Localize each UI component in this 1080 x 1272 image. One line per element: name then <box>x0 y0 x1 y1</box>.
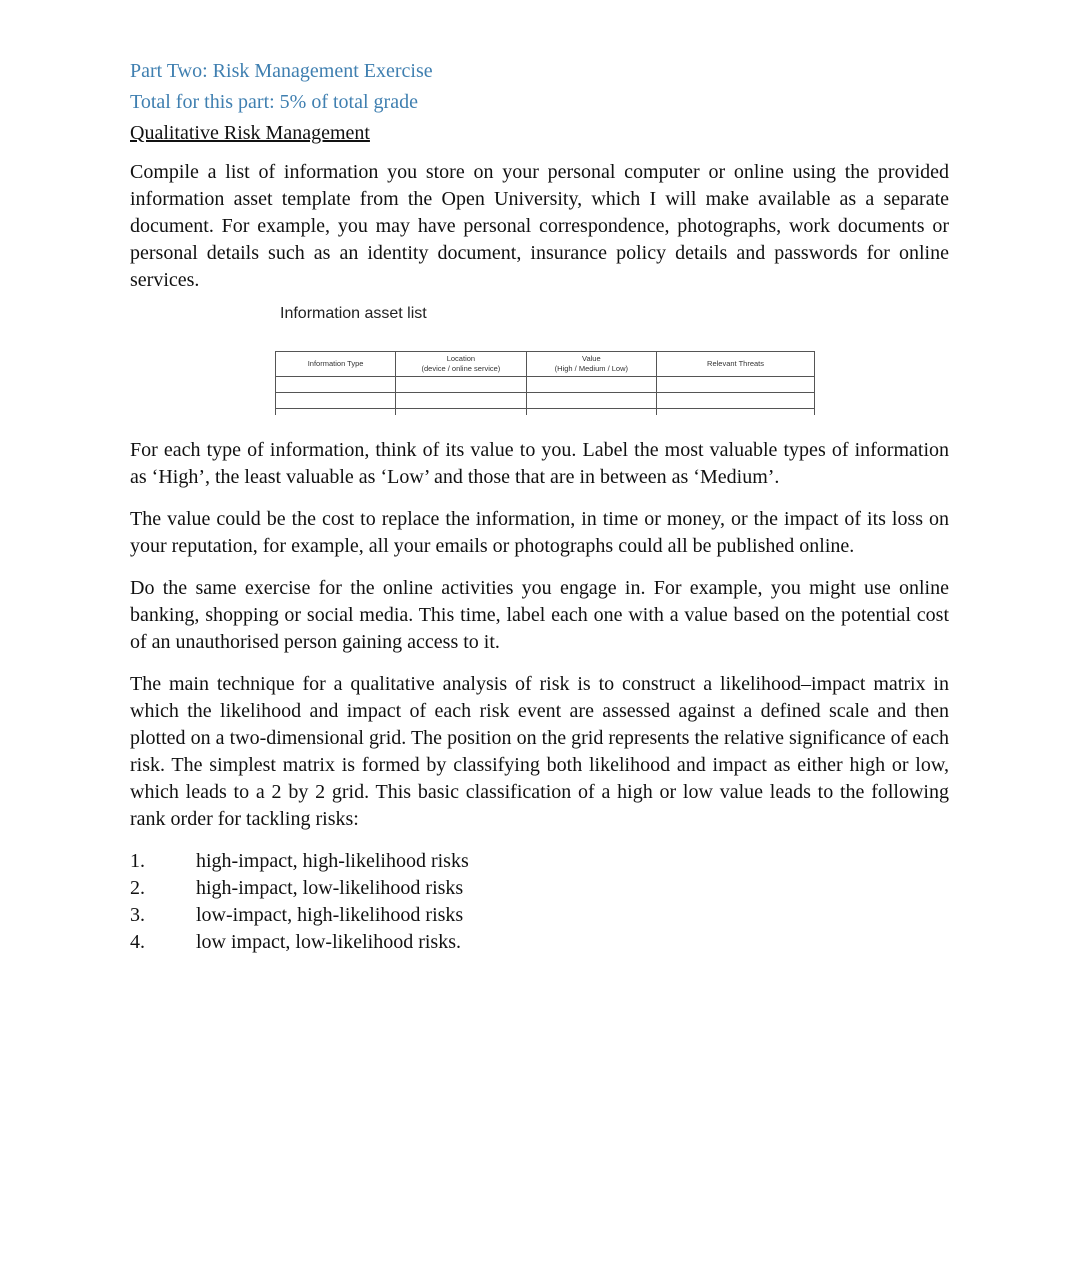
information-asset-figure <box>130 305 949 437</box>
section-title: Qualitative Risk Management <box>130 122 370 144</box>
figure-caption: Information asset list <box>280 305 427 322</box>
table-cell <box>526 393 656 409</box>
table-cell <box>657 377 815 393</box>
table-row <box>276 409 815 416</box>
table-cell <box>396 409 526 416</box>
list-item <box>130 848 949 875</box>
paragraph-online-activities: Do the same exercise for the online activities you engage in. For example, you might use online banking, shopping or social media. This time, label each one with a value based on the potential cost of an unauthorised person gaining access to it. <box>130 577 949 653</box>
list-item-text: high-impact, low-likelihood risks <box>196 877 464 899</box>
list-item-text: high-impact, high-likelihood risks <box>196 850 469 872</box>
part-title: Part Two: Risk Management Exercise <box>130 60 433 82</box>
table-row <box>276 377 815 393</box>
table-row <box>276 393 815 409</box>
table-cell <box>276 377 396 393</box>
paragraph-compile-list: Compile a list of information you store on your personal computer or online using the provided information asset template from the Open University, which I will make available as a separate document. For example, you may have personal correspondence, photographs, work documents or personal details such as an identity document, insurance policy details and passwords for online services. <box>130 161 949 291</box>
table-cell <box>657 409 815 416</box>
column-header-label: Location <box>446 354 476 363</box>
information-asset-table <box>275 351 815 415</box>
column-header-value <box>526 352 656 377</box>
list-item <box>130 875 949 902</box>
list-item-number: 1. <box>130 850 145 872</box>
list-item-text: low impact, low-likelihood risks. <box>196 931 461 953</box>
list-item-number: 2. <box>130 877 145 899</box>
table-cell <box>396 377 526 393</box>
list-item-text: low-impact, high-likelihood risks <box>196 904 464 926</box>
column-header-location <box>396 352 526 377</box>
list-item-number: 3. <box>130 904 145 926</box>
column-header-information-type <box>276 352 396 377</box>
list-item <box>130 902 949 929</box>
column-header-label: Information Type <box>307 359 364 368</box>
table-cell <box>657 393 815 409</box>
column-header-label: Relevant Threats <box>707 359 765 368</box>
column-header-sublabel: (High / Medium / Low) <box>554 364 629 373</box>
table-cell <box>276 409 396 416</box>
column-header-label: Value <box>582 354 601 363</box>
document-page <box>130 56 949 956</box>
paragraph-value-labels: For each type of information, think of its value to you. Label the most valuable types of information as ‘High’, the least valuable as ‘Low’ and those that are in between as ‘Medium’. <box>130 439 949 488</box>
risk-rank-list <box>130 848 949 956</box>
table-cell <box>526 409 656 416</box>
column-header-sublabel: (device / online service) <box>421 364 501 373</box>
list-item <box>130 929 949 956</box>
table-cell <box>396 393 526 409</box>
paragraph-value-cost: The value could be the cost to replace the information, in time or money, or the impact of its loss on your reputation, for example, all your emails or photographs could all be published online. <box>130 508 949 557</box>
table-header-row <box>276 352 815 377</box>
paragraph-likelihood-impact: The main technique for a qualitative analysis of risk is to construct a likelihood–impact matrix in which the likelihood and impact of each risk event are assessed against a defined scale and then plotted on a two-dimensional grid. The position on the grid represents the relative significance of each risk. The simplest matrix is formed by classifying both likelihood and impact as either high or low, which leads to a 2 by 2 grid. This basic classification of a high or low value leads to the following rank order for tackling risks: <box>130 673 949 830</box>
list-item-number: 4. <box>130 931 145 953</box>
grade-total: Total for this part: 5% of total grade <box>130 91 418 113</box>
table-cell <box>276 393 396 409</box>
table-cell <box>526 377 656 393</box>
column-header-relevant-threats <box>657 352 815 377</box>
